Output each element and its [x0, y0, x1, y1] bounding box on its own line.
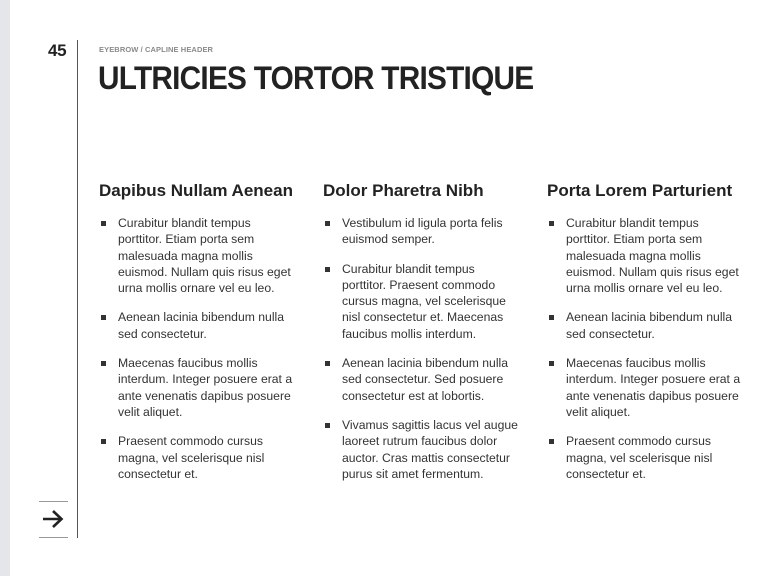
column-heading: Dolor Pharetra Nibh	[323, 181, 484, 200]
nav-divider-top	[39, 501, 68, 502]
nav-divider-bottom	[39, 537, 68, 538]
arrow-right-icon[interactable]	[41, 508, 65, 530]
list-item	[323, 261, 519, 342]
list-item-text: Vestibulum id ligula porta felis euismod semper.	[342, 216, 503, 247]
list-item	[547, 433, 743, 482]
bullet-icon	[549, 439, 554, 444]
bullet-icon	[325, 267, 330, 272]
list-item-text: Aenean lacinia bibendum nulla sed consectetur.	[118, 310, 285, 341]
list-item	[323, 215, 519, 248]
bullet-icon	[325, 221, 330, 226]
list-item-text: Maecenas faucibus mollis interdum. Integer posuere erat a ante venenatis dapibus posuere velit aliquet.	[118, 356, 293, 419]
left-edge-strip	[0, 0, 10, 576]
bullet-icon	[325, 361, 330, 366]
column-heading: Dapibus Nullam Aenean	[99, 181, 293, 200]
bullet-icon	[101, 315, 106, 320]
page-title: ULTRICIES TORTOR TRISTIQUE	[98, 60, 534, 96]
eyebrow-header: EYEBROW / CAPLINE HEADER	[99, 45, 214, 54]
content-column	[99, 180, 295, 495]
bullet-list	[99, 215, 295, 482]
bullet-icon	[101, 439, 106, 444]
bullet-icon	[325, 423, 330, 428]
bullet-icon	[549, 221, 554, 226]
list-item-text: Praesent commodo cursus magna, vel scelerisque nisl consectetur et.	[566, 434, 713, 481]
bullet-icon	[101, 221, 106, 226]
bullet-list	[323, 215, 519, 482]
vertical-divider	[77, 40, 78, 538]
list-item-text: Praesent commodo cursus magna, vel scelerisque nisl consectetur et.	[118, 434, 265, 481]
content-column	[547, 180, 743, 495]
bullet-list	[547, 215, 743, 482]
list-item	[99, 215, 295, 296]
list-item	[547, 215, 743, 296]
list-item	[99, 309, 295, 342]
bullet-icon	[549, 361, 554, 366]
list-item	[547, 355, 743, 420]
list-item	[99, 355, 295, 420]
list-item	[323, 355, 519, 404]
list-item-text: Aenean lacinia bibendum nulla sed consectetur.	[566, 310, 733, 341]
list-item-text: Vivamus sagittis lacus vel augue laoreet rutrum faucibus dolor auctor. Cras mattis consectetur purus sit amet fermentum.	[342, 417, 518, 481]
page-number: 45	[48, 41, 67, 60]
list-item-text: Curabitur blandit tempus porttitor. Praesent commodo cursus magna, vel scelerisque nisl consectetur et. Maecenas faucibus mollis interdum.	[342, 261, 506, 341]
bullet-icon	[549, 315, 554, 320]
list-item-text: Maecenas faucibus mollis interdum. Integer posuere erat a ante venenatis dapibus posuere velit aliquet.	[566, 356, 741, 419]
content-column	[323, 180, 519, 495]
list-item	[99, 433, 295, 482]
bullet-icon	[101, 361, 106, 366]
list-item	[547, 309, 743, 342]
list-item	[323, 417, 519, 482]
list-item-text: Curabitur blandit tempus porttitor. Etiam porta sem malesuada magna mollis euismod. Nullam quis risus eget urna mollis ornare vel eu leo.	[566, 216, 739, 296]
column-heading: Porta Lorem Parturient	[547, 181, 733, 200]
list-item-text: Aenean lacinia bibendum nulla sed consectetur. Sed posuere consectetur est at lobortis.	[342, 356, 509, 403]
list-item-text: Curabitur blandit tempus porttitor. Etiam porta sem malesuada magna mollis euismod. Nullam quis risus eget urna mollis ornare vel eu leo.	[118, 216, 291, 296]
